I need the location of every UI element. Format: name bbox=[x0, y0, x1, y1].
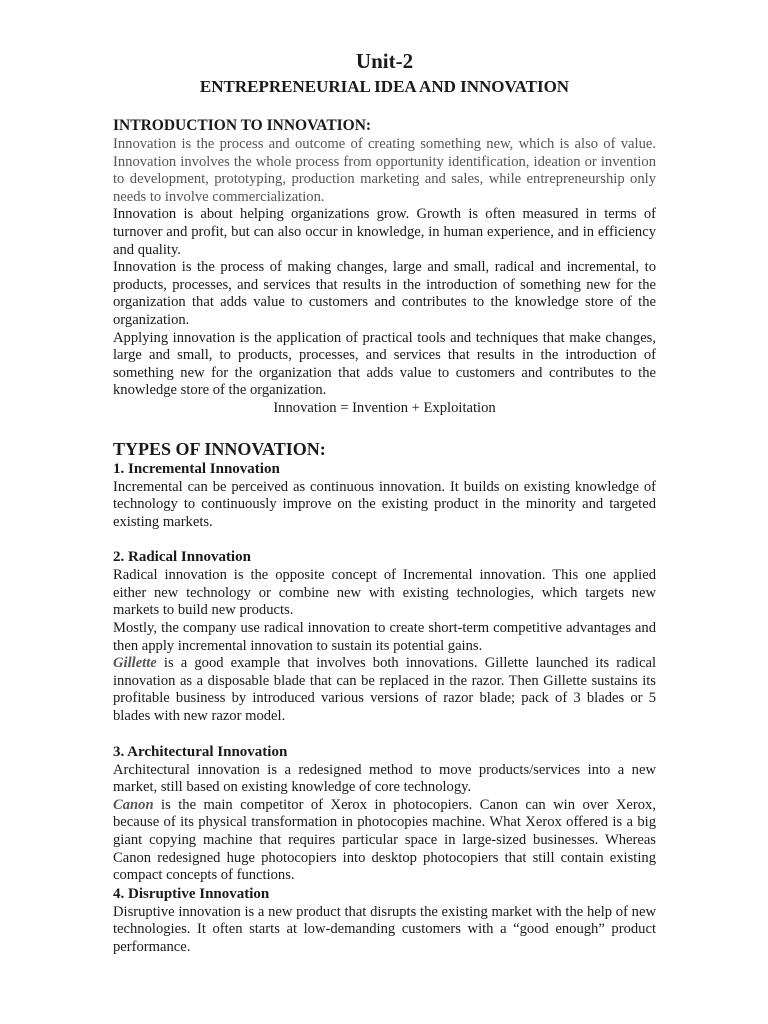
intro-paragraph-1: Innovation is the process and outcome of creating something new, which is also of value. Innovation involves the whole process from opportunity identification, ideation or invention to development, prototyping, production marketing and sales, while entrepreneurship only needs to involve commercialization. bbox=[113, 136, 656, 205]
incremental-heading: 1. Incremental Innovation bbox=[113, 460, 280, 477]
architectural-heading: 3. Architectural Innovation bbox=[113, 743, 288, 760]
radical-paragraph-2: Mostly, the company use radical innovation to create short-term competitive advantages and then apply incremental innovation to sustain its potential gains. bbox=[113, 620, 656, 654]
radical-paragraph-1: Radical innovation is the opposite concept of Incremental innovation. This one applied either new technology or combine new with existing technologies, which targets new markets to build new products. bbox=[113, 567, 656, 619]
architectural-paragraph-2-text: is the main competitor of Xerox in photocopiers. Canon can win over Xerox, because of its physical transformation in photocopies machine. What Xerox offered is a big giant copying machine that requires particular space in large-sized businesses. Whereas Canon redesigned huge photocopiers into desktop photocopiers that still contain existing compact concepts of functions. bbox=[113, 796, 656, 884]
architectural-paragraph-2 bbox=[113, 797, 656, 885]
intro-paragraph-4: Applying innovation is the application of practical tools and techniques that make changes, large and small, to products, processes, and services that results in the introduction of something new for the organization that adds value to customers and contributes to the knowledge store of the organization. bbox=[113, 329, 656, 399]
intro-paragraph-3: Innovation is the process of making changes, large and small, radical and incremental, to products, processes, and services that results in the introduction of something new for the organization that adds value to customers and contributes to the knowledge store of the organization. bbox=[113, 259, 656, 328]
radical-paragraph-3 bbox=[113, 655, 656, 725]
architectural-paragraph-1: Architectural innovation is a redesigned method to move products/services into a new market, still based on existing knowledge of core technology. bbox=[113, 761, 656, 796]
document-title: ENTREPRENEURIAL IDEA AND INNOVATION bbox=[199, 77, 570, 96]
radical-heading: 2. Radical Innovation bbox=[113, 549, 251, 566]
intro-paragraph-2: Innovation is about helping organizations grow. Growth is often measured in terms of turnover and profit, but can also occur in knowledge, in human experience, and in efficiency and quality. bbox=[113, 206, 656, 258]
innovation-equation: Innovation = Invention + Exploitation bbox=[273, 399, 496, 416]
radical-paragraph-3-text: is a good example that involves both innovations. Gillette launched its radical innovation as a disposable blade that can be replaced in the razor. Then Gillette sustains its profitable business by introduced various versions of razor blade; pack of 3 blades or 5 blades with new razor model. bbox=[113, 655, 656, 725]
canon-example-name: Canon bbox=[113, 796, 154, 813]
disruptive-heading: 4. Disruptive Innovation bbox=[113, 885, 270, 902]
types-heading: TYPES OF INNOVATION: bbox=[113, 438, 326, 459]
gillette-example-name: Gillette bbox=[113, 655, 157, 672]
incremental-paragraph: Incremental can be perceived as continuous innovation. It builds on existing knowledge of technology to continuously improve on the existing product in the minority and targeted existing markets. bbox=[113, 478, 656, 530]
disruptive-paragraph: Disruptive innovation is a new product that disrupts the existing market with the help of new technologies. It often starts at low-demanding customers with a “good enough” product performance. bbox=[113, 903, 656, 955]
unit-title: Unit-2 bbox=[355, 49, 414, 73]
intro-heading: INTRODUCTION TO INNOVATION: bbox=[113, 117, 372, 134]
